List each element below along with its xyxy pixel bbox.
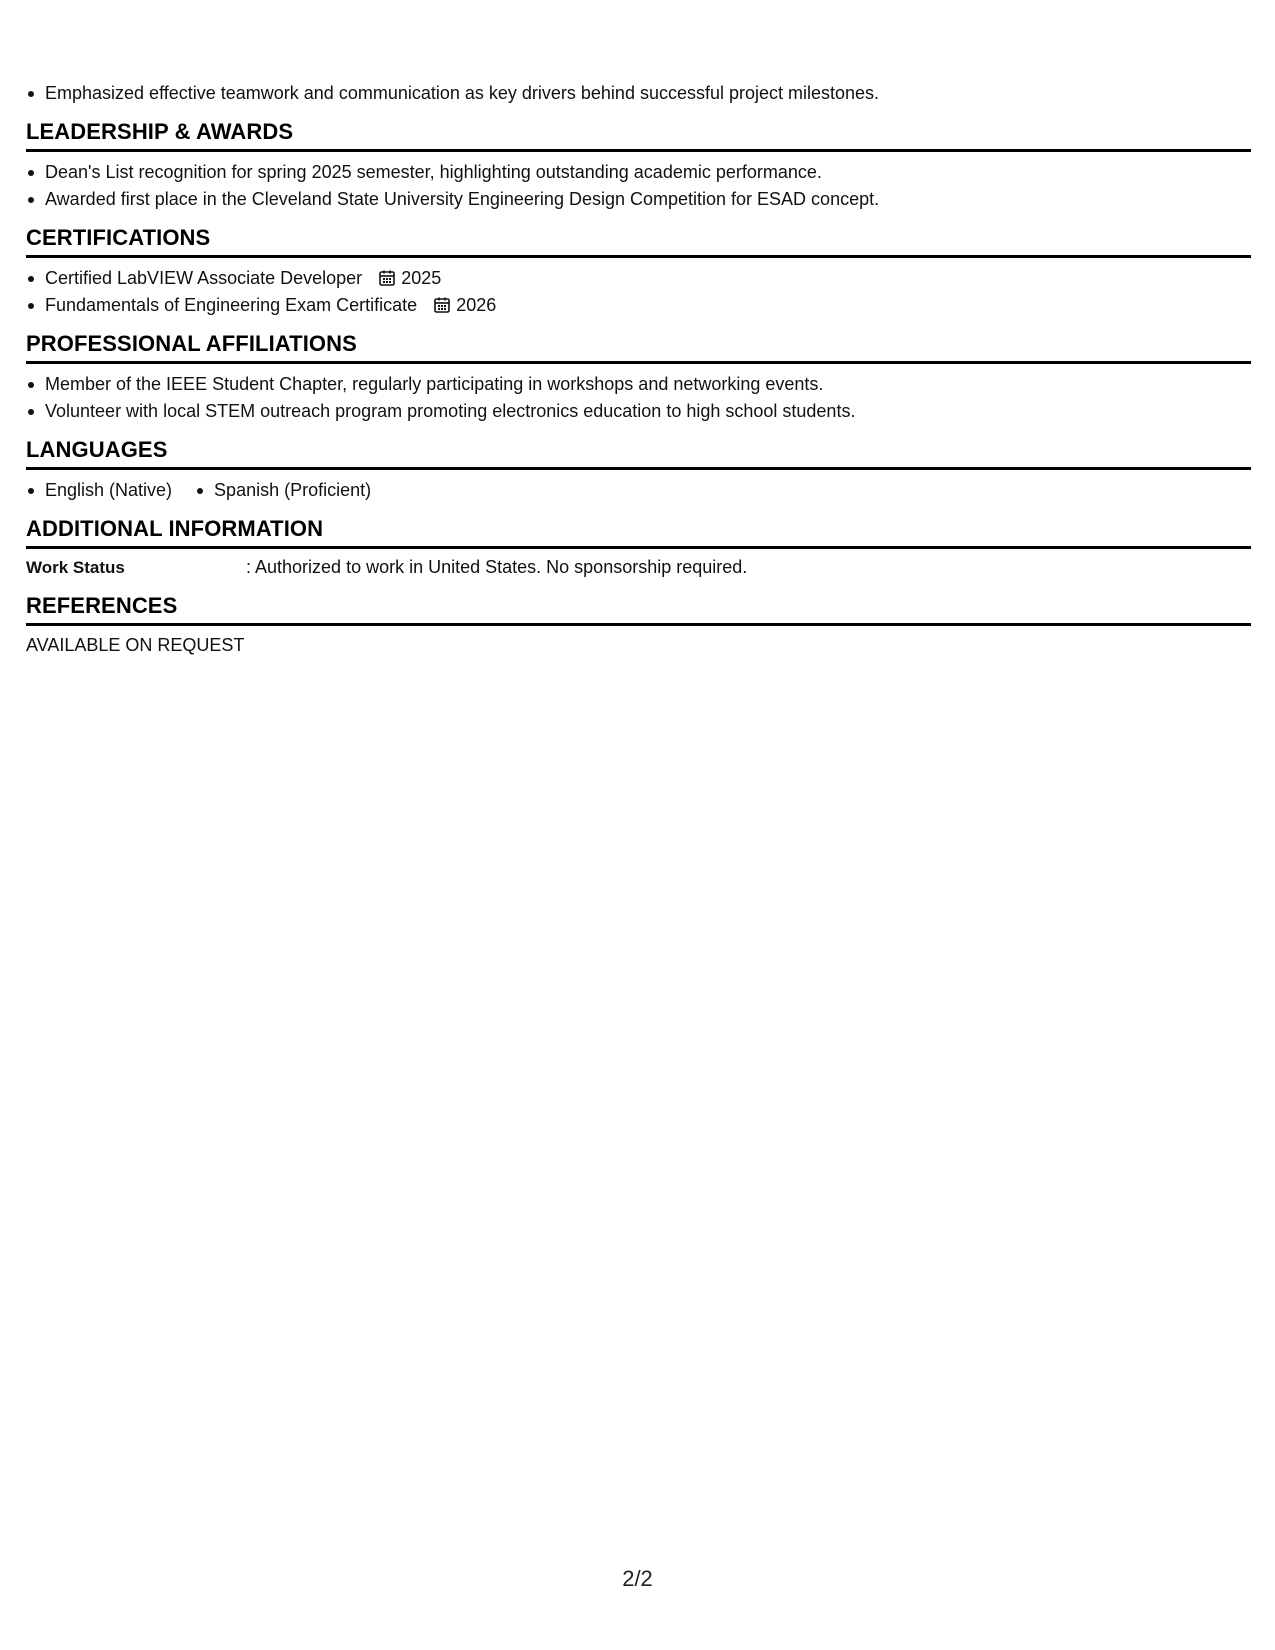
section-title: REFERENCES [26,592,1251,626]
affiliations-section [26,330,1251,425]
references-section [26,592,1251,659]
page-number: 2/2 [622,1566,653,1591]
language-item: English (Native) [26,477,172,504]
certifications-list [26,265,1251,319]
certification-year: 2025 [401,268,442,288]
section-title: PROFESSIONAL AFFILIATIONS [26,330,1251,364]
list-item: Emphasized effective teamwork and communication as key drivers behind successful project milestones. [26,80,1251,107]
list-item: Dean's List recognition for spring 2025 semester, highlighting outstanding academic performance. [26,159,1251,186]
language-item: Spanish (Proficient) [195,477,371,504]
work-status-label: Work Status [26,558,125,577]
additional-info-section [26,515,1251,581]
calendar-icon [433,296,451,314]
section-title: LANGUAGES [26,436,1251,470]
work-status-value: : Authorized to work in United States. No sponsorship required. [246,557,748,577]
certification-name: Certified LabVIEW Associate Developer [45,268,363,288]
list-item: Member of the IEEE Student Chapter, regularly participating in workshops and networking events. [26,371,1251,398]
section-title: CERTIFICATIONS [26,224,1251,258]
certification-name: Fundamentals of Engineering Exam Certificate [45,295,418,315]
references-text: AVAILABLE ON REQUEST [26,635,245,655]
leadership-section [26,118,1251,213]
resume-content [26,80,1251,659]
certification-year: 2026 [456,295,497,315]
certifications-section [26,224,1251,319]
work-status-row [26,554,1251,581]
calendar-icon [378,269,396,287]
list-item: Volunteer with local STEM outreach program promoting electronics education to high school students. [26,398,1251,425]
list-item [26,265,1251,292]
leadership-list [26,159,1251,213]
languages-list [26,477,1251,504]
list-item: Awarded first place in the Cleveland State University Engineering Design Competition for ESAD concept. [26,186,1251,213]
affiliations-list [26,371,1251,425]
section-title: LEADERSHIP & AWARDS [26,118,1251,152]
section-title: ADDITIONAL INFORMATION [26,515,1251,549]
list-item [26,292,1251,319]
project-bullets [26,80,1251,107]
languages-section [26,436,1251,504]
